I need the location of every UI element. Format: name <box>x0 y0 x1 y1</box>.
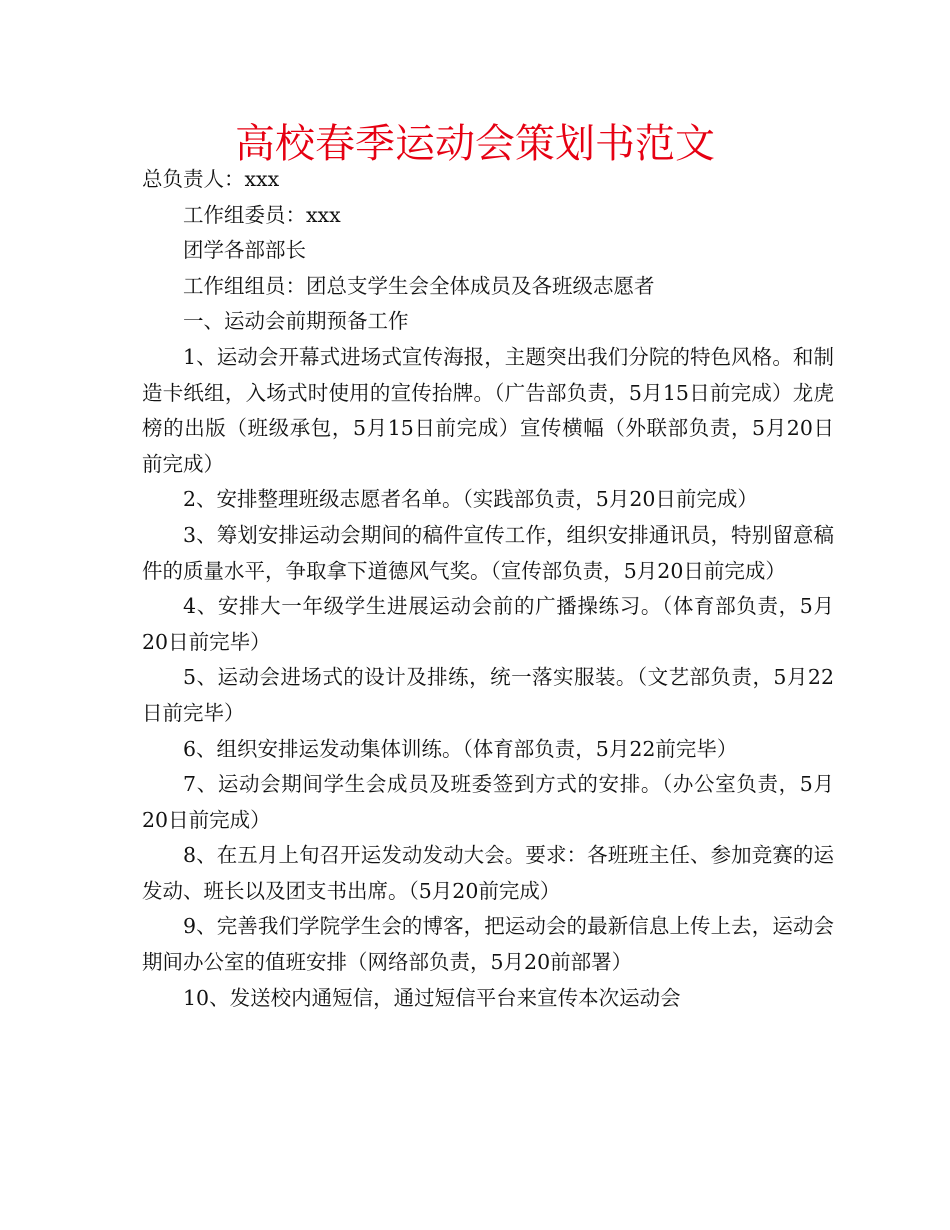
paragraph: 5、运动会进场式的设计及排练，统一落实服装。（文艺部负责，5月22日前完毕） <box>142 665 834 725</box>
document-title: 高校春季运动会策划书范文 <box>235 121 715 167</box>
paragraph: 工作组委员：xxx <box>183 202 341 227</box>
paragraph: 6、组织安排运发动集体训练。（体育部负责，5月22前完毕） <box>183 736 738 761</box>
paragraph: 8、在五月上旬召开运发动发动大会。要求：各班班主任、参加竞赛的运发动、班长以及团支书出席。（5月20前完成） <box>142 843 834 903</box>
paragraph: 工作组组员：团总支学生会全体成员及各班级志愿者 <box>183 273 655 298</box>
paragraph: 团学各部部长 <box>183 238 306 263</box>
document-body <box>142 162 834 1016</box>
paragraph: 总负责人：xxx <box>142 167 280 191</box>
paragraph: 1、运动会开幕式进场式宣传海报，主题突出我们分院的特色风格。和制造卡纸组，入场式时使用的宣传抬牌。（广告部负责，5月15日前完成）龙虎榜的出版（班级承包，5月15日前完成）宣传横幅（外联部负责，5月20日前完成） <box>142 344 834 476</box>
paragraph: 7、运动会期间学生会成员及班委签到方式的安排。（办公室负责，5月20日前完成） <box>142 772 834 832</box>
section-heading: 一、运动会前期预备工作 <box>183 309 409 334</box>
paragraph: 3、筹划安排运动会期间的稿件宣传工作，组织安排通讯员，特别留意稿件的质量水平，争取拿下道德风气奖。（宣传部负责，5月20日前完成） <box>142 522 834 583</box>
paragraph: 4、安排大一年级学生进展运动会前的广播操练习。（体育部负责，5月20日前完毕） <box>142 594 834 654</box>
paragraph: 2、安排整理班级志愿者名单。（实践部负责，5月20日前完成） <box>183 487 758 512</box>
paragraph: 10、发送校内通短信，通过短信平台来宣传本次运动会 <box>183 985 681 1010</box>
paragraph: 9、完善我们学院学生会的博客，把运动会的最新信息上传上去，运动会期间办公室的值班安排（网络部负责，5月20前部署） <box>142 914 834 975</box>
